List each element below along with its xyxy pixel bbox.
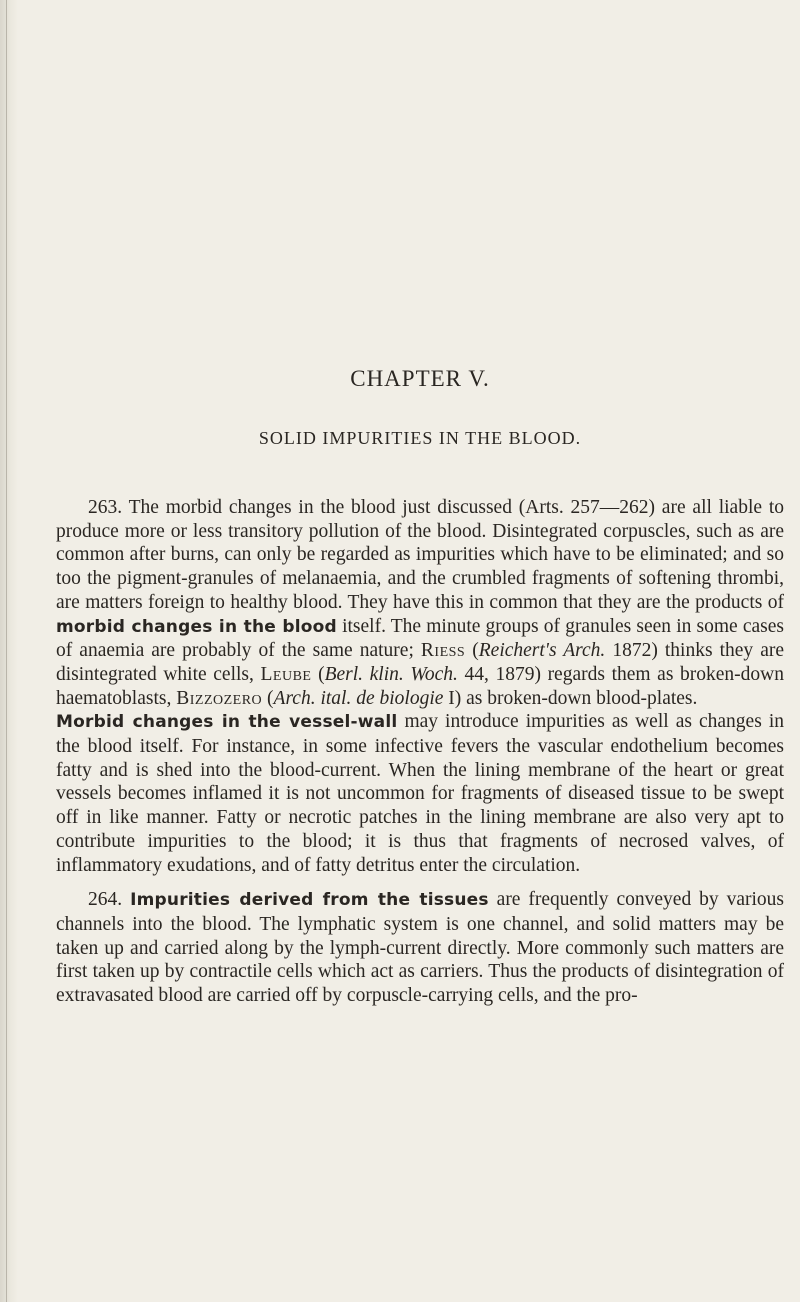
author-name: Bizzozero — [176, 687, 263, 709]
text-run: ( — [262, 687, 274, 709]
paragraph-263 — [56, 496, 784, 710]
author-name: Leube — [260, 663, 312, 685]
chapter-heading: CHAPTER V. — [350, 366, 490, 391]
text-run: 264. — [88, 889, 131, 911]
book-page — [56, 0, 784, 1302]
citation-title: Arch. ital. de biologie — [273, 687, 444, 709]
paragraph-vessel-wall — [56, 710, 784, 877]
text-run: 263. The morbid changes in the blood just discussed (Arts. 257—262) are all liable to produce more or less transitory pollution of the blood. Disintegrated corpuscles, such as are common after burns, can only be regarded as impurities which have to be eliminated; and so too the pigment-granules of melanaemia, and the crumbled fragments of softening thrombi, are matters foreign to healthy blood. They have this in common that they are the products of — [56, 497, 784, 613]
text-run: may introduce impurities as well as changes in the blood itself. For instance, in some infective fevers the vascular endothelium becomes fatty and is shed into the blood-current. When the lining membrane of the heart or great vessels becomes inflamed it is not uncommon for fragments of diseased tissue to be swept off in like manner. Fatty or necrotic patches in the lining membrane are also very apt to contribute impurities to the blood; it is thus that fragments of necrosed valves, of inflammatory exudations, and of fatty detritus enter the circulation. — [56, 711, 784, 876]
citation-title: Reichert's Arch. — [478, 640, 606, 662]
text-run: are frequently conveyed by various channels into the blood. The lymphatic system is one channel, and solid matters may be taken up and carried along by the lymph-current directly. More commonly such matters are first taken up by contractile cells which act as carriers. Thus the products of disintegration of extravasated blood are carried off by corpuscle-carrying cells, and the pro- — [56, 889, 784, 1007]
author-name: Riess — [420, 640, 466, 662]
body-text — [56, 496, 784, 1008]
citation-title: Berl. klin. Woch. — [324, 663, 458, 685]
bold-phrase: morbid changes in the blood — [56, 616, 337, 637]
text-run: I) as broken-down blood-plates. — [443, 687, 698, 709]
text-run: 44, 1879) regards them as broken-down haematoblasts, — [56, 663, 785, 709]
chapter-subtitle: SOLID IMPURITIES IN THE BLOOD. — [258, 428, 582, 448]
text-run: ( — [465, 640, 479, 662]
text-run: 1872) thinks they are disintegrated white cells, — [56, 640, 785, 685]
page-edge-line — [6, 0, 7, 1302]
paragraph-264 — [56, 888, 784, 1008]
text-run: ( — [311, 663, 325, 685]
bold-phrase: Impurities derived from the tissues — [130, 890, 489, 911]
bold-phrase: Morbid changes in the vessel-wall — [56, 712, 398, 733]
page-edge-shadow — [0, 0, 18, 1302]
text-run: itself. The minute groups of granules seen in some cases of anaemia are probably of the same nature; — [56, 615, 784, 662]
